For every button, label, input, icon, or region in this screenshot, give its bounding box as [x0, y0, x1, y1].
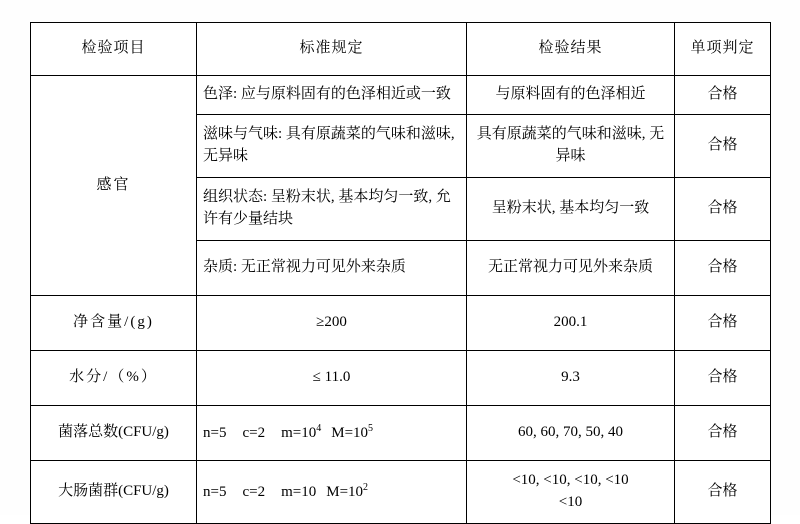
standard-m-value: m=10 [281, 424, 317, 441]
cell-item-net-content: 净含量/(g) [31, 296, 197, 351]
cell-item-sensory: 感官 [31, 76, 197, 296]
cell-result-moisture: 9.3 [467, 351, 675, 406]
standard-n-value: n=5 [203, 424, 227, 441]
result-coliform-line-2: <10 [558, 494, 583, 510]
cell-result-taste: 具有原蔬菜的气味和滋味, 无异味 [467, 115, 675, 178]
cell-judgement-taste: 合格 [675, 115, 771, 178]
cell-result-texture: 呈粉末状, 基本均匀一致 [467, 178, 675, 241]
cell-item-coliform: 大肠菌群(CFU/g) [31, 461, 197, 524]
table-row [31, 406, 771, 461]
standard-M-value: M=10 [326, 483, 364, 500]
standard-M-exponent: 5 [368, 422, 374, 434]
cell-result-coliform [467, 461, 675, 524]
table-row [31, 296, 771, 351]
cell-standard-taste: 滋味与气味: 具有原蔬菜的气味和滋味, 无异味 [197, 115, 467, 178]
standard-M-exponent: 2 [363, 481, 369, 493]
cell-standard-total-plate-count [197, 406, 467, 461]
cell-result-net-content: 200.1 [467, 296, 675, 351]
cell-judgement-impurity: 合格 [675, 241, 771, 296]
cell-judgement-moisture: 合格 [675, 351, 771, 406]
table-row [31, 351, 771, 406]
standard-m-value: m=10 [281, 483, 317, 500]
header-cell-judgement: 单项判定 [675, 23, 771, 76]
inspection-report-table [30, 22, 771, 524]
table-row [31, 461, 771, 524]
cell-standard-net-content: ≥200 [197, 296, 467, 351]
cell-result-total-plate-count: 60, 60, 70, 50, 40 [467, 406, 675, 461]
result-coliform-line-1: <10, <10, <10, <10 [512, 472, 629, 489]
cell-standard-color: 色泽: 应与原料固有的色泽相近或一致 [197, 76, 467, 115]
standard-m-exponent: 4 [316, 422, 322, 434]
inspection-report-table-wrapper [30, 22, 770, 524]
cell-result-color: 与原料固有的色泽相近 [467, 76, 675, 115]
standard-n-value: n=5 [203, 483, 227, 500]
cell-standard-impurity: 杂质: 无正常视力可见外来杂质 [197, 241, 467, 296]
header-cell-standard: 标准规定 [197, 23, 467, 76]
cell-judgement-texture: 合格 [675, 178, 771, 241]
cell-judgement-net-content: 合格 [675, 296, 771, 351]
cell-item-total-plate-count: 菌落总数(CFU/g) [31, 406, 197, 461]
cell-judgement-coliform: 合格 [675, 461, 771, 524]
header-cell-result: 检验结果 [467, 23, 675, 76]
standard-c-value: c=2 [242, 483, 266, 500]
cell-result-impurity: 无正常视力可见外来杂质 [467, 241, 675, 296]
cell-judgement-color: 合格 [675, 76, 771, 115]
standard-M-value: M=10 [331, 424, 369, 441]
table-header-row [31, 23, 771, 76]
cell-item-moisture: 水分/（%） [31, 351, 197, 406]
table-row [31, 76, 771, 115]
header-cell-item: 检验项目 [31, 23, 197, 76]
standard-c-value: c=2 [242, 424, 266, 441]
cell-standard-coliform [197, 461, 467, 524]
cell-judgement-total-plate-count: 合格 [675, 406, 771, 461]
cell-standard-texture: 组织状态: 呈粉末状, 基本均匀一致, 允许有少量结块 [197, 178, 467, 241]
cell-standard-moisture: ≤ 11.0 [197, 351, 467, 406]
